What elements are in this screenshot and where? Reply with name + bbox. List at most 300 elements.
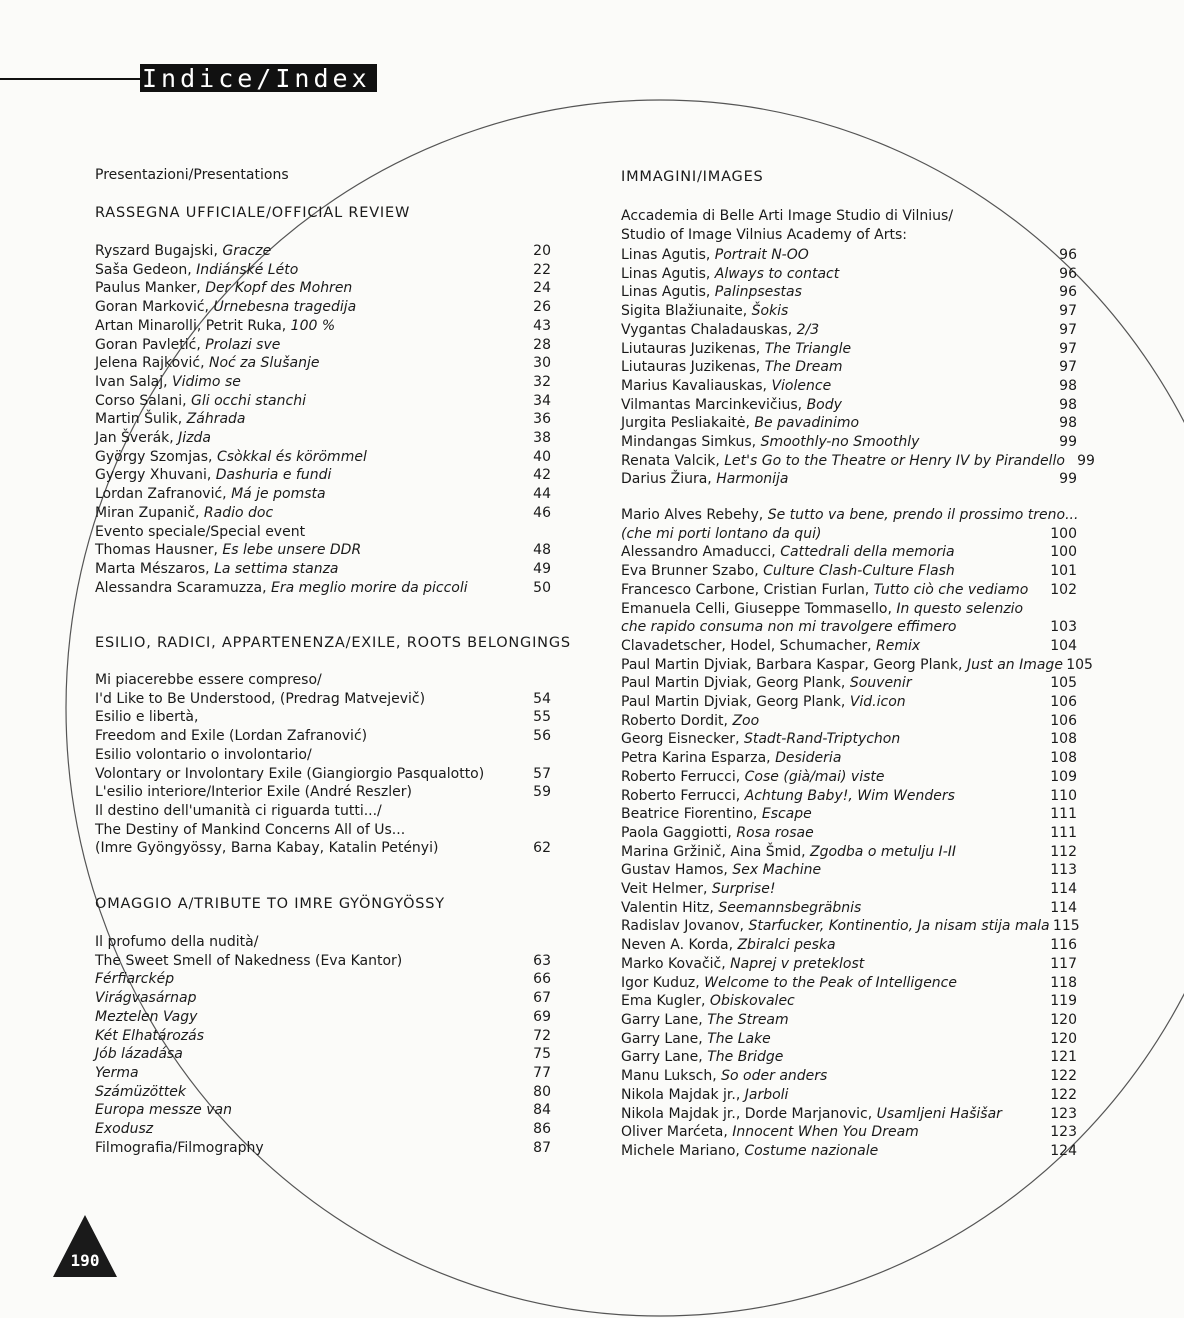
entry-author: Paul Martin Djviak, Georg Plank,	[621, 694, 850, 711]
index-entry	[621, 321, 1077, 340]
index-entry	[621, 637, 1077, 656]
entry-page-number: 114	[1050, 881, 1077, 898]
entry-text	[95, 242, 271, 261]
index-entry	[621, 414, 1077, 433]
entry-page-number: 111	[1050, 806, 1077, 823]
entry-title: Seemannsbegräbnis	[718, 899, 862, 916]
entry-text	[95, 746, 312, 765]
index-entry	[621, 749, 1077, 768]
entry-text	[95, 952, 402, 971]
entry-title: Achtung Baby!, Wim Wenders	[744, 787, 955, 804]
entry-author: Paulus Manker,	[95, 280, 206, 297]
entry-author: Mario Alves Rebehy,	[621, 507, 768, 523]
entry-text	[621, 936, 836, 955]
entry-text	[621, 470, 789, 489]
entry-author: Garry Lane,	[621, 1030, 708, 1047]
entry-title: Gracze	[222, 243, 272, 259]
entry-author: Linas Agutis,	[621, 284, 715, 301]
entry-page-number: 106	[1050, 694, 1077, 711]
tribute-heading	[95, 895, 551, 914]
entry-text	[95, 466, 331, 485]
entry-page-number: 105	[1066, 656, 1093, 673]
entry-title: Rosa rosae	[736, 824, 814, 841]
entry-text	[95, 354, 319, 373]
tribute-list	[95, 933, 551, 1157]
entry-author: Evento speciale/Special event	[95, 523, 306, 540]
entry-page-number: 101	[1050, 563, 1077, 580]
entry-page-number: 120	[1050, 1030, 1077, 1047]
entry-page-number: 42	[533, 467, 551, 484]
index-entry	[621, 302, 1077, 321]
entry-author: Beatrice Fiorentino,	[621, 806, 762, 823]
entry-title: So oder anders	[721, 1068, 828, 1085]
entry-author: Roberto Ferrucci,	[621, 787, 745, 804]
index-entry	[95, 1045, 551, 1064]
entry-text	[621, 824, 814, 843]
index-entry	[621, 674, 1077, 693]
entry-text	[95, 802, 382, 821]
index-entry	[621, 768, 1077, 787]
entry-page-number: 72	[533, 1027, 551, 1044]
entry-title: Culture Clash-Culture Flash	[763, 563, 955, 580]
page-number: 190	[70, 1251, 100, 1270]
entry-page-number: 50	[533, 579, 551, 596]
entry-page-number: 122	[1050, 1068, 1077, 1085]
index-entry	[95, 970, 551, 989]
entry-title: (che mi porti lontano da qui)	[621, 525, 822, 542]
index-entry	[95, 523, 551, 542]
entry-title: Šokis	[751, 303, 789, 320]
entry-page-number: 69	[533, 1008, 551, 1025]
entry-author: Jurgita Pesliakaitė,	[621, 415, 755, 432]
entry-title: Gli occhi stanchi	[191, 392, 306, 409]
entry-title: Két Elhatározás	[95, 1027, 205, 1044]
entry-page-number: 124	[1050, 1142, 1077, 1159]
entry-title: The Lake	[707, 1030, 771, 1047]
entry-text	[95, 1027, 204, 1046]
entry-author: Jan Šverák,	[95, 430, 179, 447]
entry-page-number: 86	[533, 1121, 551, 1138]
entry-page-number: 49	[533, 560, 551, 577]
entry-title: Let's Go to the Theatre or Henry IV by Pirandello	[724, 452, 1065, 469]
entry-text	[95, 317, 335, 336]
entry-title: Cose (già/mai) viste	[744, 768, 885, 785]
index-entry	[621, 600, 1077, 619]
images-list	[621, 506, 1093, 1161]
entry-page-number: 116	[1050, 937, 1077, 954]
index-entry	[95, 839, 551, 858]
index-entry	[621, 452, 1095, 471]
entry-page-number: 105	[1050, 675, 1077, 692]
entry-text	[621, 396, 842, 415]
section-heading: IMMAGINI/IMAGES	[621, 169, 764, 185]
entry-page-number: 120	[1050, 1011, 1077, 1028]
entry-author: The Sweet Smell of Nakedness (Eva Kantor)	[95, 952, 403, 969]
entry-text	[95, 541, 361, 560]
entry-title: Vid.icon	[849, 694, 906, 711]
entry-page-number: 55	[533, 709, 551, 726]
entry-author: Georg Eisnecker,	[621, 731, 744, 748]
entry-text	[95, 392, 306, 411]
entry-text	[621, 1123, 919, 1142]
entry-page-number: 118	[1050, 974, 1077, 991]
index-entry	[95, 952, 551, 971]
entry-text	[621, 880, 775, 899]
entry-page-number: 108	[1050, 731, 1077, 748]
vilnius-list	[621, 246, 1095, 489]
entry-text	[621, 506, 1078, 525]
entry-page-number: 28	[533, 336, 551, 353]
entry-title: Souvenir	[849, 675, 912, 692]
entry-page-number: 24	[533, 280, 551, 297]
index-entry	[621, 1123, 1077, 1142]
entry-author: Alessandra Scaramuzza,	[95, 579, 271, 596]
entry-text	[95, 373, 241, 392]
entry-text	[621, 917, 1050, 936]
entry-author: Oliver Marćeta,	[621, 1124, 733, 1141]
entry-page-number: 119	[1050, 993, 1077, 1010]
entry-title: Usamljeni Hašišar	[876, 1105, 1002, 1122]
index-entry	[95, 765, 551, 784]
entry-author: L'esilio interiore/Interior Exile (André Reszler)	[95, 784, 412, 801]
index-entry	[621, 787, 1077, 806]
index-entry	[621, 730, 1077, 749]
entry-page-number: 87	[533, 1139, 551, 1156]
entry-text	[95, 560, 339, 579]
index-entry	[95, 989, 551, 1008]
entry-title: The Dream	[764, 359, 843, 376]
index-entry	[621, 899, 1077, 918]
entry-author: (Imre Gyöngyössy, Barna Kabay, Katalin Petényi)	[95, 840, 439, 857]
entry-page-number: 111	[1050, 824, 1077, 841]
entry-text	[95, 839, 438, 858]
entry-title: Always to contact	[714, 265, 840, 282]
index-entry	[621, 861, 1077, 880]
entry-author: Manu Luksch,	[621, 1068, 722, 1085]
entry-page-number: 113	[1050, 862, 1077, 879]
entry-author: Esilio volontario o involontario/	[95, 746, 312, 763]
entry-text	[95, 933, 258, 952]
entry-page-number: 109	[1050, 768, 1077, 785]
entry-text	[621, 340, 851, 359]
entry-page-number: 110	[1050, 787, 1077, 804]
entry-title: Sex Machine	[732, 862, 822, 879]
entry-page-number: 97	[1059, 359, 1077, 376]
entry-text	[621, 581, 1028, 600]
entry-title: Era meglio morire da piccoli	[270, 579, 468, 596]
entry-author: Mi piacerebbe essere compreso/	[95, 672, 322, 688]
entry-title: Europa messze van	[95, 1102, 232, 1119]
index-entry	[95, 1027, 551, 1046]
index-entry	[621, 992, 1077, 1011]
index-entry	[621, 581, 1077, 600]
entry-page-number: 32	[533, 373, 551, 390]
index-entry	[95, 504, 551, 523]
entry-title: Záhrada	[186, 411, 246, 428]
entry-title: Portrait N-OO	[714, 247, 809, 263]
entry-page-number: 22	[533, 261, 551, 278]
index-entry	[621, 712, 1077, 731]
index-entry	[95, 279, 551, 298]
index-entry	[95, 242, 551, 261]
entry-text	[621, 414, 859, 433]
index-entry	[95, 541, 551, 560]
entry-author: Sigita Blažiunaite,	[621, 303, 752, 320]
entry-page-number: 67	[533, 990, 551, 1007]
index-entry	[621, 1142, 1077, 1161]
entry-author: I'd Like to Be Understood, (Predrag Matvejevič)	[95, 690, 426, 707]
entry-text	[621, 787, 955, 806]
entry-text	[621, 1048, 783, 1067]
entry-text	[95, 279, 352, 298]
entry-page-number: 99	[1059, 434, 1077, 451]
entry-page-number: 117	[1050, 955, 1077, 972]
entry-author: Petra Karina Esparza,	[621, 750, 776, 767]
entry-author: Veit Helmer,	[621, 881, 712, 898]
entry-author: György Szomjas,	[95, 448, 217, 465]
index-entry	[621, 377, 1077, 396]
entry-title: Just an Image	[966, 656, 1063, 673]
entry-author: Ivan Salaj,	[95, 373, 173, 390]
entry-author: Gustav Hamos,	[621, 862, 733, 879]
entry-author: Roberto Dordit,	[621, 712, 733, 729]
index-entry	[95, 392, 551, 411]
entry-text	[95, 1101, 232, 1120]
entry-page-number: 36	[533, 411, 551, 428]
entry-author: Lordan Zafranović,	[95, 486, 232, 503]
index-entry	[95, 429, 551, 448]
index-entry	[621, 843, 1077, 862]
section-heading: ESILIO, RADICI, APPARTENENZA/EXILE, ROOTS BELONGINGS	[95, 635, 571, 651]
entry-title: The Bridge	[707, 1049, 784, 1066]
entry-author: Nikola Majdak jr.,	[621, 1086, 745, 1103]
entry-page-number: 26	[533, 299, 551, 316]
index-entry	[621, 358, 1077, 377]
entry-title: Es lebe unsere DDR	[222, 542, 362, 559]
entry-author: Renata Valcik,	[621, 452, 725, 469]
entry-text	[621, 899, 861, 918]
index-entry	[621, 618, 1077, 637]
entry-author: Corso Salani,	[95, 392, 192, 409]
entry-author: Ema Kugler,	[621, 993, 710, 1010]
index-entry	[621, 562, 1077, 581]
entry-text	[621, 377, 831, 396]
entry-author: Martin Šulik,	[95, 411, 187, 428]
entry-title: Csòkkal és körömmel	[216, 448, 367, 465]
entry-page-number: 121	[1050, 1049, 1077, 1066]
index-entry	[95, 933, 551, 952]
entry-author: Artan Minarolli, Petrit Ruka,	[95, 317, 291, 334]
entry-text	[621, 525, 821, 544]
entry-text	[95, 261, 298, 280]
index-entry	[621, 1086, 1077, 1105]
index-entry	[621, 470, 1077, 489]
entry-text	[621, 433, 919, 452]
entry-title: 100 %	[290, 317, 336, 334]
entry-page-number: 30	[533, 355, 551, 372]
entry-author: Michele Mariano,	[621, 1142, 745, 1159]
index-entry	[95, 708, 551, 727]
entry-text	[621, 452, 1065, 471]
section-heading: RASSEGNA UFFICIALE/OFFICIAL REVIEW	[95, 205, 411, 221]
entry-page-number: 114	[1050, 899, 1077, 916]
entry-title: Meztelen Vagy	[95, 1008, 198, 1025]
section-heading: OMAGGIO A/TRIBUTE TO IMRE GYÖNGYÖSSY	[95, 896, 445, 912]
index-entry	[95, 1120, 551, 1139]
entry-title: Dashuria e fundi	[215, 467, 332, 484]
entry-text	[621, 1011, 789, 1030]
entry-text	[95, 783, 412, 802]
entry-title: Desideria	[775, 750, 842, 767]
entry-author: Vygantas Chaladauskas,	[621, 321, 797, 338]
entry-title: Számüzöttek	[95, 1083, 186, 1100]
entry-text	[621, 283, 802, 302]
entry-title: 2/3	[796, 321, 820, 338]
index-entry	[95, 317, 551, 336]
entry-author: Garry Lane,	[621, 1049, 708, 1066]
index-entry	[95, 336, 551, 355]
entry-text	[95, 336, 280, 355]
entry-title: La settima stanza	[214, 560, 339, 577]
entry-author: Esilio e libertà,	[95, 709, 199, 726]
entry-page-number: 99	[1059, 471, 1077, 488]
index-entry	[621, 506, 1077, 525]
index-entry	[621, 543, 1077, 562]
entry-text	[621, 1142, 878, 1161]
entry-author: Miran Zupanič,	[95, 504, 204, 521]
entry-page-number: 34	[533, 392, 551, 409]
entry-text	[95, 504, 273, 523]
entry-text	[95, 429, 211, 448]
entry-author: Igor Kuduz,	[621, 974, 705, 991]
entry-author: Garry Lane,	[621, 1011, 708, 1028]
entry-title: Innocent When You Dream	[732, 1124, 919, 1141]
entry-title: Radio doc	[203, 504, 274, 521]
entry-text	[621, 768, 884, 787]
entry-title: Vidimo se	[172, 373, 241, 390]
entry-page-number: 112	[1050, 843, 1077, 860]
entry-text	[621, 843, 956, 862]
index-entry	[95, 1008, 551, 1027]
entry-page-number: 43	[533, 317, 551, 334]
entry-text	[621, 246, 809, 265]
entry-text	[621, 265, 839, 284]
entry-page-number: 100	[1050, 525, 1077, 542]
entry-page-number: 48	[533, 542, 551, 559]
entry-author: Marta Mészaros,	[95, 560, 215, 577]
entry-title: Prolazi sve	[205, 336, 281, 353]
index-entry	[621, 974, 1077, 993]
entry-text	[621, 358, 843, 377]
entry-title: Harmonija	[716, 471, 789, 488]
index-entry	[95, 410, 551, 429]
entry-author: Saša Gedeon,	[95, 261, 197, 278]
entry-text	[621, 1030, 771, 1049]
entry-title: Smoothly-no Smoothly	[760, 434, 920, 451]
entry-author: Clavadetscher, Hodel, Schumacher,	[621, 637, 877, 654]
entry-text	[95, 765, 484, 784]
index-entry	[95, 1101, 551, 1120]
entry-author: Jelena Rajković,	[95, 355, 209, 372]
index-entry	[95, 821, 551, 840]
entry-page-number: 62	[533, 840, 551, 857]
index-entry	[95, 1139, 551, 1158]
entry-title: Cattedrali della memoria	[780, 544, 955, 561]
entry-text	[95, 298, 356, 317]
entry-text	[95, 727, 367, 746]
entry-page-number: 97	[1059, 321, 1077, 338]
index-entry	[95, 466, 551, 485]
header-rule	[0, 78, 142, 80]
entry-text	[621, 302, 788, 321]
entry-title: Naprej v preteklost	[730, 955, 865, 972]
entry-page-number: 122	[1050, 1086, 1077, 1103]
entry-author: Liutauras Juzikenas,	[621, 359, 765, 376]
vilnius-intro	[621, 207, 1077, 244]
entry-author: Marina Gržinič, Aina Šmid,	[621, 843, 810, 860]
entry-title: Surprise!	[711, 881, 776, 898]
entry-title: Noć za Slušanje	[208, 355, 320, 372]
index-entry	[95, 261, 551, 280]
index-entry	[621, 805, 1077, 824]
entry-page-number: 59	[533, 784, 551, 801]
entry-page-number: 96	[1059, 265, 1077, 282]
intro-line: Studio of Image Vilnius Academy of Arts:	[621, 226, 907, 243]
entry-text	[95, 690, 425, 709]
entry-title: Se tutto va bene, prendo il prossimo treno...	[767, 507, 1079, 523]
entry-text	[621, 992, 795, 1011]
index-entry	[621, 1030, 1077, 1049]
entry-author: Thomas Hausner,	[95, 542, 223, 559]
entry-page-number: 97	[1059, 340, 1077, 357]
entry-text	[621, 693, 906, 712]
entry-author: Linas Agutis,	[621, 265, 715, 282]
entry-text	[95, 410, 246, 429]
index-entry	[621, 936, 1077, 955]
entry-author: Liutauras Juzikenas,	[621, 340, 765, 357]
official-review-list	[95, 242, 551, 597]
entry-page-number: 40	[533, 448, 551, 465]
entry-author: Goran Marković,	[95, 299, 214, 316]
index-entry	[621, 265, 1077, 284]
entry-author: Ryszard Bugajski,	[95, 243, 223, 259]
entry-page-number: 97	[1059, 303, 1077, 320]
entry-author: Radislav Jovanov,	[621, 918, 749, 935]
index-entry	[621, 955, 1077, 974]
entry-text	[95, 989, 197, 1008]
index-entry	[621, 1011, 1077, 1030]
page-title: Indice/Index	[140, 64, 377, 92]
entry-author: Mindangas Simkus,	[621, 434, 761, 451]
entry-page-number: 63	[533, 952, 551, 969]
index-entry	[95, 1064, 551, 1083]
index-entry	[621, 246, 1077, 265]
entry-text	[621, 543, 955, 562]
index-entry	[621, 396, 1077, 415]
entry-title: Costume nazionale	[744, 1142, 879, 1159]
entry-page-number: 103	[1050, 619, 1077, 636]
entry-title: Stadt-Rand-Triptychon	[743, 731, 901, 748]
entry-author: Il destino dell'umanità ci riguarda tutti.../	[95, 802, 382, 819]
entry-page-number: 20	[533, 243, 551, 259]
entry-title: Escape	[761, 806, 812, 823]
entry-title: Férfiarckép	[95, 971, 175, 988]
entry-title: Má je pomsta	[231, 486, 326, 503]
entry-author: Filmografia/Filmography	[95, 1139, 264, 1156]
index-entry	[621, 1067, 1077, 1086]
entry-page-number: 96	[1059, 247, 1077, 263]
index-entry	[621, 340, 1077, 359]
